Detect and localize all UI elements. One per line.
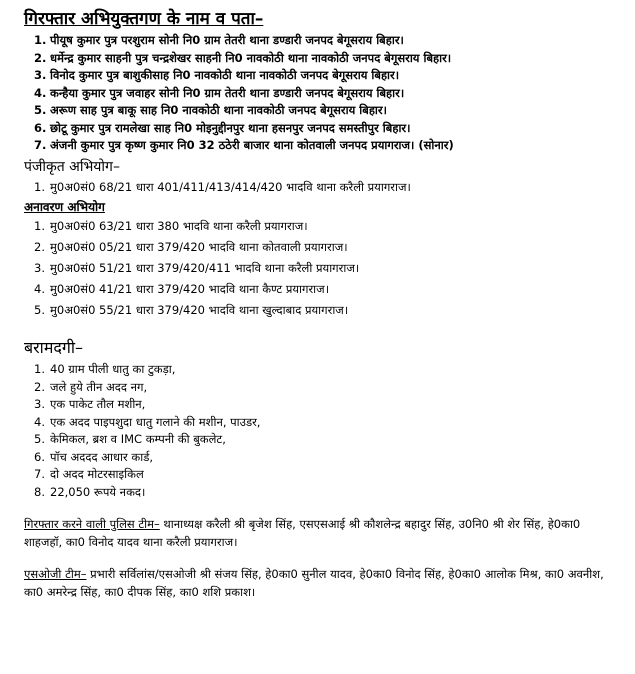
police-team-label: गिरफ्तार करने वाली पुलिस टीम– xyxy=(24,517,160,531)
list-item xyxy=(34,484,621,502)
list-item xyxy=(34,50,621,68)
list-item xyxy=(34,300,621,321)
item-text: मु0अ0सं0 68/21 धारा 401/411/413/414/420 भादवि थाना करैली प्रयागराज। xyxy=(50,179,411,194)
list-item xyxy=(34,32,621,50)
item-text: अंजनी कुमार पुत्र कृष्ण कुमार नि0 32 ठठेरी बाजार थाना कोतवाली जनपद प्रयागराज। (सोनार) xyxy=(50,138,454,152)
item-text: मु0अ0सं0 55/21 धारा 379/420 भादवि थाना खुल्दाबाद प्रयागराज। xyxy=(50,303,349,317)
list-item xyxy=(34,179,621,197)
item-number: 4. xyxy=(34,414,45,429)
list-item xyxy=(34,396,621,414)
registered-list xyxy=(34,179,621,197)
item-text: पॉच अददद आधार कार्ड, xyxy=(50,449,154,464)
item-number: 7. xyxy=(34,138,47,152)
item-number: 4. xyxy=(34,85,47,100)
item-text: पीयूष कुमार पुत्र परशुराम सोनी नि0 ग्राम तेतरी थाना डण्डारी जनपद बेगूसराय बिहार। xyxy=(50,33,404,47)
item-number: 3. xyxy=(34,261,45,275)
sog-team-text: प्रभारी सर्विलांस/एसओजी श्री संजय सिंह, हे0का0 सुनील यादव, हे0का0 विनोद सिंह, हे0का0 आलोक मिश्र, का0 अवनीश, का0 अमरेन्द्र सिंह, का0 दीपक सिंह, का0 शशि प्रकाश। xyxy=(24,567,604,599)
list-item xyxy=(34,258,621,279)
list-item xyxy=(34,414,621,432)
list-item xyxy=(34,237,621,258)
item-text: केमिकल, ब्रश व IMC कम्पनी की बुकलेट, xyxy=(50,432,226,446)
item-number: 3. xyxy=(34,397,45,411)
registered-heading: पंजीकृत अभियोग– xyxy=(24,158,120,175)
list-item xyxy=(34,361,621,379)
item-number: 1. xyxy=(34,33,47,47)
list-item xyxy=(34,379,621,397)
recovery-heading: बरामदगी– xyxy=(24,338,84,357)
item-text: दो अदद मोटरसाइकिल xyxy=(50,467,144,481)
accused-heading: गिरफ्तार अभियुक्तगण के नाम व पता– xyxy=(24,9,264,29)
item-number: 5. xyxy=(34,303,45,317)
list-item xyxy=(34,449,621,467)
item-number: 6. xyxy=(34,449,45,464)
item-text: 22,050 रूपये नकद। xyxy=(50,484,146,499)
list-item xyxy=(34,216,621,237)
item-number: 2. xyxy=(34,379,45,394)
item-number: 4. xyxy=(34,282,45,296)
item-text: कन्हैया कुमार पुत्र जवाहर सोनी नि0 ग्राम तेतरी थाना डण्डारी जनपद बेगूसराय बिहार। xyxy=(50,85,405,100)
recovery-list xyxy=(34,361,621,501)
item-text: मु0अ0सं0 05/21 धारा 379/420 भादवि थाना कोतवाली प्रयागराज। xyxy=(50,240,348,254)
item-text: एक पाकेट तौल मशीन, xyxy=(50,397,146,411)
list-item xyxy=(34,85,621,103)
item-number: 7. xyxy=(34,467,45,481)
item-text: मु0अ0सं0 63/21 धारा 380 भादवि थाना करैली प्रयागराज। xyxy=(50,219,308,233)
item-number: 1. xyxy=(34,219,45,233)
item-number: 2. xyxy=(34,240,45,254)
police-team-paragraph xyxy=(24,515,621,551)
list-item xyxy=(34,67,621,85)
item-number: 1. xyxy=(34,362,45,376)
list-item xyxy=(34,466,621,484)
disclosure-heading: अनावरण अभियोग xyxy=(24,200,105,214)
item-number: 1. xyxy=(34,179,45,194)
item-number: 8. xyxy=(34,484,45,499)
sog-team-label: एसओजी टीम– xyxy=(24,567,87,581)
item-number: 2. xyxy=(34,50,47,65)
item-text: विनोद कुमार पुत्र बाशुकीसाह नि0 नावकोठी थाना नावकोठी जनपद बेगूसराय बिहार। xyxy=(50,68,400,82)
item-text: जले हुये तीन अदद नग, xyxy=(50,379,148,394)
item-number: 6. xyxy=(34,120,47,135)
police-team-text: थानाध्यक्ष करैली श्री बृजेश सिंह, एसएसआई श्री कौशलेन्द्र बहादुर सिंह, उ0नि0 श्री शेर सिंह, हे0का0 शाहजहॉ, का0 विनोद यादव थाना करैली प्रयागराज। xyxy=(24,517,581,549)
item-text: एक अदद पाइपशुदा धातु गलाने की मशीन, पाउडर, xyxy=(50,414,261,429)
item-text: छोटू कुमार पुत्र रामलेखा साह नि0 मोइनुद्दीनपुर थाना हसनपुर जनपद समस्तीपुर बिहार। xyxy=(50,120,411,135)
list-item xyxy=(34,102,621,120)
list-item xyxy=(34,279,621,300)
disclosure-list xyxy=(34,216,621,321)
list-item xyxy=(34,431,621,449)
list-item xyxy=(34,137,621,155)
item-text: 40 ग्राम पीली धातु का टुकड़ा, xyxy=(50,362,176,376)
item-text: मु0अ0सं0 41/21 धारा 379/420 भादवि थाना कैण्ट प्रयागराज। xyxy=(50,282,330,296)
item-number: 3. xyxy=(34,68,47,82)
sog-team-paragraph xyxy=(24,565,621,601)
item-number: 5. xyxy=(34,432,45,446)
accused-list xyxy=(34,32,621,155)
item-text: अरूण साह पुत्र बाकू साह नि0 नावकोठी थाना नावकोठी जनपद बेगूसराय बिहार। xyxy=(50,103,387,117)
list-item xyxy=(34,120,621,138)
item-number: 5. xyxy=(34,103,47,117)
item-text: धर्मेन्द्र कुमार साहनी पुत्र चन्द्रशेखर साहनी नि0 नावकोठी थाना नावकोठी जनपद बेगूसराय बिहार। xyxy=(50,50,452,65)
item-text: मु0अ0सं0 51/21 धारा 379/420/411 भादवि थाना करैली प्रयागराज। xyxy=(50,261,360,275)
